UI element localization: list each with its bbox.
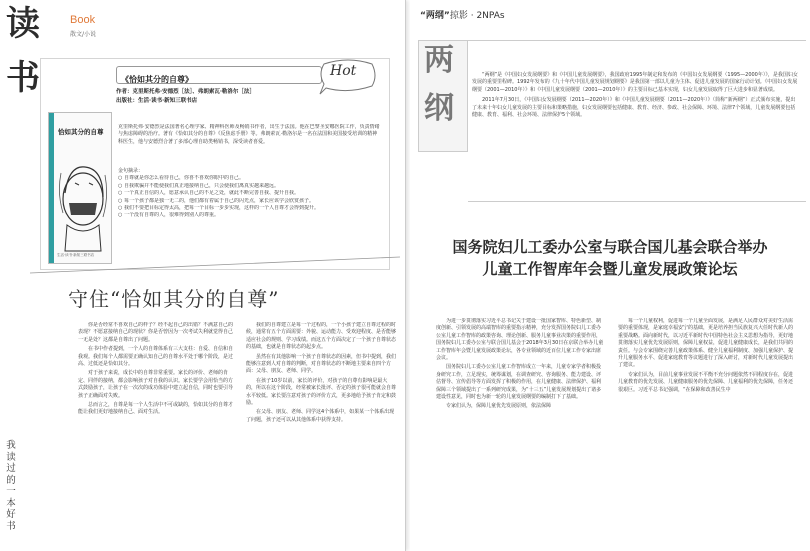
book-author: 作者：克里斯托弗·安德烈［法］、弗朗索瓦·勒洛尔［法］ (116, 89, 255, 95)
header-tag-dot: · (467, 11, 477, 21)
article-paragraph: 我们的自尊建立是每一个过程的，一个小孩子建立自尊过程的时候，通常有五个方面需要：外貌、运动能力、受欢迎程度、是否能够适应社会的规则、学习成绩。而这五个方面决定了一个孩子自尊状态的基础，也就是自尊状态的起步点。 (246, 322, 396, 351)
side-caption-char: 过 (6, 463, 16, 474)
article-col-1 (78, 322, 236, 544)
section-sub-label: 散文/小说 (70, 31, 97, 38)
side-caption (5, 440, 17, 532)
side-caption-char: 书 (6, 520, 16, 532)
hot-badge: Hot (330, 63, 357, 79)
side-caption-char: 的 (6, 474, 16, 486)
header-tag-mid: 掠影 (449, 11, 468, 21)
article-paragraph: 在孩子10岁以前，家长的评价，对孩子的自尊有影响是最大的，所以在这个阶段，经常被家长批评、否定的孩子很可能就会自尊水平较低。家长要注意对孩子的评价方式，更多地给予孩子肯定和鼓励。 (246, 377, 396, 407)
cover-illustration (55, 153, 109, 253)
news-title-line-2: 儿童工作智库年会暨儿童发展政策论坛 (482, 260, 738, 278)
news-paragraph: 专家们认为，目前儿童事业发展不平衡不充分问题依然不同程度存在，促进儿童教育的优先发展、儿童健康服务的优先保障、儿童福利的优先保障，任务还很艰巨。习近平总书记强调，“在保障和改善民生中 (618, 371, 794, 393)
article-heading: 守住“恰如其分的自尊” (68, 287, 280, 311)
news-title-line-1: 国务院妇儿工委办公室与联合国儿基会联合举办 (452, 238, 768, 256)
diagonal-divider (30, 255, 400, 275)
news-col-2 (618, 318, 796, 546)
article-paragraph: 虽然在有其他影响一个孩子自尊状态的因素，但书中提到，我们能够注意到人对自尊的判断，对自尊状态的不断地主要来自四个方面：父母、朋友、老师、同学。 (246, 353, 396, 375)
news-paragraph: 每一个儿童权利，促进每一个儿童全面发展，是满足人民群众对美好生活需要的重要体现，是家庭幸福安宁的基础，更是培养担当民族复兴大任时代新人的重要战略。面向新时代，以习近平新时代中国特色社会主义思想为指导，更好地贯彻落实儿童优先发展原则，保障儿童权益，促进儿童健康成长，是我们共同的责任。与会专家围绕完善儿童政策体系、健全儿童福利制度、加强儿童保护、提升儿童服务水平、促进家庭教育等议题进行了深入研讨，对新时代儿童发展提出了建议。 (618, 318, 794, 369)
news-paragraph: 国务院妇儿工委办公室儿童工作智库成立一年来，儿童专家学者积极投身研究工作，立足现实，统筹谋划，在调查研究、咨询服务、能力建设、评估督导、宣传倡导等方面发挥了积极的作用，在儿童健康、法律保护、福利保障三个领域提出了一系列研究成果，为“十三五”儿童发展规划提出了诸多建设性意见，同时也为新一轮的儿童发展纲要的编制打下了基础。 (436, 364, 602, 401)
quote-item: ○ 每一个孩子都是独一无二的，他们都有着属于自己的闪光点，家长应该学会欣赏孩子。 (118, 197, 314, 204)
news-col-1 (436, 318, 604, 546)
book-title-row (116, 66, 322, 84)
big-title-char-2: 纲 (424, 91, 454, 126)
intro-paragraph: “两纲”是《中国妇女发展纲要》和《中国儿童发展纲要》，我国政府1995年制定和发布的《中国妇女发展纲要（1995—2000年）》，是我国妇女发展的重要里程碑。1992年发布的《九十年代中国儿童发展规划纲要》是我国第一部以儿童为主体、促进儿童发展的国家行动计划。《中国妇女发展纲要（2001—2010年）》和《中国儿童发展纲要（2001—2010年）》的主要目标已基本实现，妇女儿童发展取得了巨大进步和显著成绩。 (472, 72, 798, 93)
book-cover (48, 112, 112, 264)
quote-list (118, 168, 380, 220)
quote-heading: 金句摘录： (118, 168, 144, 174)
article-paragraph: 在父母、朋友、老师、同学这4个体系中，如果某一个体系出现了问题，孩子还可以从其他体系中获得支持。 (246, 409, 395, 423)
side-caption-char: 一 (6, 486, 16, 497)
book-title: 《恰如其分的自尊》 (121, 75, 193, 84)
quote-item: ○ 一个没有自尊的人，很难得到别人的尊重。 (118, 212, 219, 219)
side-caption-char: 读 (6, 451, 16, 463)
right-page (410, 0, 810, 551)
article-paragraph: 你是否经常不喜欢自己的样子？经不起自己的出错？不满意自己的表现？不愿意接纳自己的现状？你是否曾因为一次考试失利就觉得自己一无是处？这都是自尊出了问题。 (78, 322, 234, 343)
quote-item: ○ 我们不要把目标定得太高，把每一个目标一步步实现，这样的一个人自尊才会得到提升。 (118, 205, 319, 212)
news-paragraph: 为进一步贯彻落实习近平总书记关于建设一批国家智库、特色新型、制度创新、引领发展的高端智库的重要指示精神，充分发挥国务院妇儿工委办公室儿童工作智库的政策咨询、理论创新、服务儿童事业决策的重要作用，国务院妇儿工委办公室与联合国儿基会于2018年3月30日在京联合举办儿童工作智库年会暨儿童发展政策论坛，各专业领域的近百位儿童工作专家出席会议。 (436, 318, 604, 362)
cover-title: 恰如其分的自尊 (58, 128, 104, 136)
article-paragraph: 对于孩子来说，成长中的自尊非常重要。家长的评价、老师的肯定、同伴的接纳，都会影响孩子对自我的认识。家长要学会用恰当的方式鼓励孩子，让孩子在一次次的成功体验中建立起自信，同时也要引导孩子正确面对失败。 (78, 370, 234, 399)
quote-item: ○ 一个真正自信的人，愿意承认自己的不足之处，就此不断完善自我、提升自我。 (118, 190, 299, 197)
intro-paragraph: 2011年7月30日，《中国妇女发展纲要（2011—2020年）》和《中国儿童发展纲要（2011—2020年）》（简称“新两纲”）正式颁布实施，提出了未来十年妇女儿童发展的主要目标和策略措施，妇女发展纲要包括健康、教育、经济、参政、社会保障、环境、法律7个领域，儿童发展纲要包括健康、教育、福利、社会环境、法律保护5个领域。 (472, 97, 796, 119)
intro-text (472, 72, 798, 121)
book-intro: 克里斯托弗·安德烈是法国著名心理学家、精神科医师及畅销书作者，出生于法国。他在巴黎圣安娜医院工作，负责情绪与焦虑障碍的治疗。著有《恰如其分的自尊》《反焦虑手册》等。弗朗索瓦·勒洛尔是一名在法国和美国接受培训的精神科医生，他与安德烈合著了多部心理自助类畅销书，深受读者喜爱。 (118, 124, 380, 145)
side-caption-char: 本 (6, 497, 16, 509)
section-en-label: Book (70, 14, 96, 26)
news-paragraph: 专家们认为，保障儿童优先发展原则，依法保障 (446, 403, 552, 410)
side-caption-char: 我 (6, 440, 16, 451)
side-caption-char: 好 (6, 509, 16, 520)
book-publisher: 出版社：生活·读书·新知三联书店 (116, 98, 198, 104)
section-title-char-1: 读 (6, 4, 40, 44)
quote-item: ○ 自尊就是你怎么看待自己，你喜不喜欢你眼中的自己。 (118, 175, 244, 182)
article-paragraph: 在书中作者提到，一个人的自尊体系有三大支柱：自爱、自信和自我观。我们每个人都需要正确认知自己的自尊水平处于哪个阶段，是过高、过低还是恰如其分。 (78, 346, 234, 368)
cover-publisher: 生活·读书·新知三联书店 (57, 253, 95, 257)
big-title-char-1: 两 (424, 43, 454, 78)
header-tag (420, 8, 505, 21)
section-title-char-2: 书 (6, 58, 40, 98)
article-paragraph: 总而言之，自尊是每一个人生活中不可或缺的，恰如其分的自尊才能让我们更好地接纳自己、面对生活。 (78, 402, 234, 416)
header-tag-pre: “两纲” (420, 11, 450, 21)
quote-item: ○ 自我欺骗并不能使我们真正地接纳自己，只会使我们离真实越来越远。 (118, 182, 279, 189)
header-tag-post: 2NPAs (476, 11, 505, 21)
article-col-2 (246, 322, 396, 544)
cover-color-band (49, 113, 54, 263)
